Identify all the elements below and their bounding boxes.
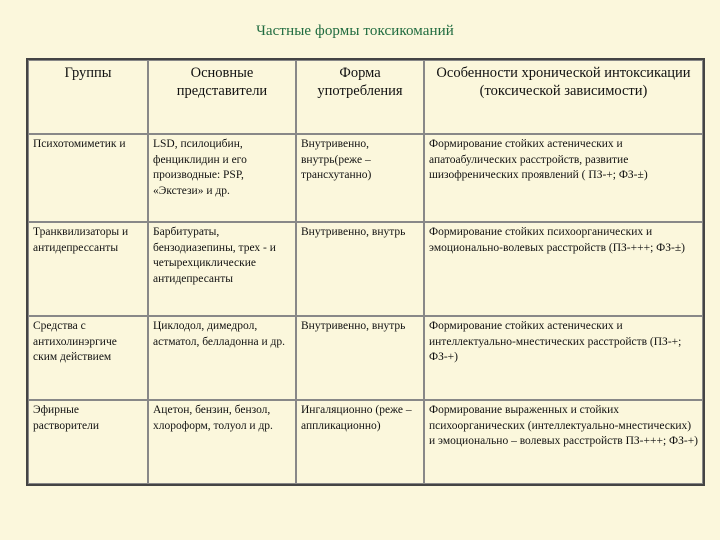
cell-intoxication: Формирование стойких астенических и интеллектуально-мнестических расстройств (ПЗ-+; ФЗ-+) [424, 316, 703, 400]
cell-representatives: Ацетон, бензин, бензол, хлороформ, толуол и др. [148, 400, 296, 484]
cell-representatives: LSD, псилоцибин, фенциклидин и его производные: PSP, «Экстези» и др. [148, 134, 296, 222]
header-main-representatives: Основные представители [148, 60, 296, 134]
cell-usage-form: Внутривенно, внутрь [296, 316, 424, 400]
cell-usage-form: Ингаляционно (реже – аппликационно) [296, 400, 424, 484]
table-row [28, 134, 703, 222]
cell-intoxication: Формирование выраженных и стойких психоорганических (интеллектуально-мнестических) и эмоционально – волевых расстройств ПЗ-+++; ФЗ-+) [424, 400, 703, 484]
page-title: Частные формы токсикоманий [256, 23, 454, 39]
cell-usage-form: Внутривенно, внутрь(реже – трансхутанно) [296, 134, 424, 222]
cell-group: Психотомиметик и [28, 134, 148, 222]
cell-intoxication: Формирование стойких психоорганических и эмоционально-волевых расстройств (ПЗ-+++; ФЗ-±) [424, 222, 703, 316]
table-row [28, 222, 703, 316]
table-row [28, 400, 703, 484]
cell-group: Транквилизаторы и антидепрессанты [28, 222, 148, 316]
cell-usage-form: Внутривенно, внутрь [296, 222, 424, 316]
cell-group: Средства с антихолинэргиче ским действием [28, 316, 148, 400]
cell-representatives: Циклодол, димедрол, астматол, белладонна и др. [148, 316, 296, 400]
toxicomania-table-wrapper [26, 58, 701, 486]
table-row [28, 316, 703, 400]
cell-intoxication: Формирование стойких астенических и апатоабулических расстройств, развитие шизофренических проявлений ( ПЗ-+; ФЗ-±) [424, 134, 703, 222]
header-chronic-intoxication: Особенности хронической интоксикации (токсической зависимости) [424, 60, 703, 134]
table-header-row [28, 60, 703, 134]
cell-representatives: Барбитураты, бензодиазепины, трех - и четырехциклические антидепресанты [148, 222, 296, 316]
header-usage-form: Форма употребления [296, 60, 424, 134]
header-groups: Группы [28, 60, 148, 134]
cell-group: Эфирные растворители [28, 400, 148, 484]
toxicomania-table [26, 58, 705, 486]
